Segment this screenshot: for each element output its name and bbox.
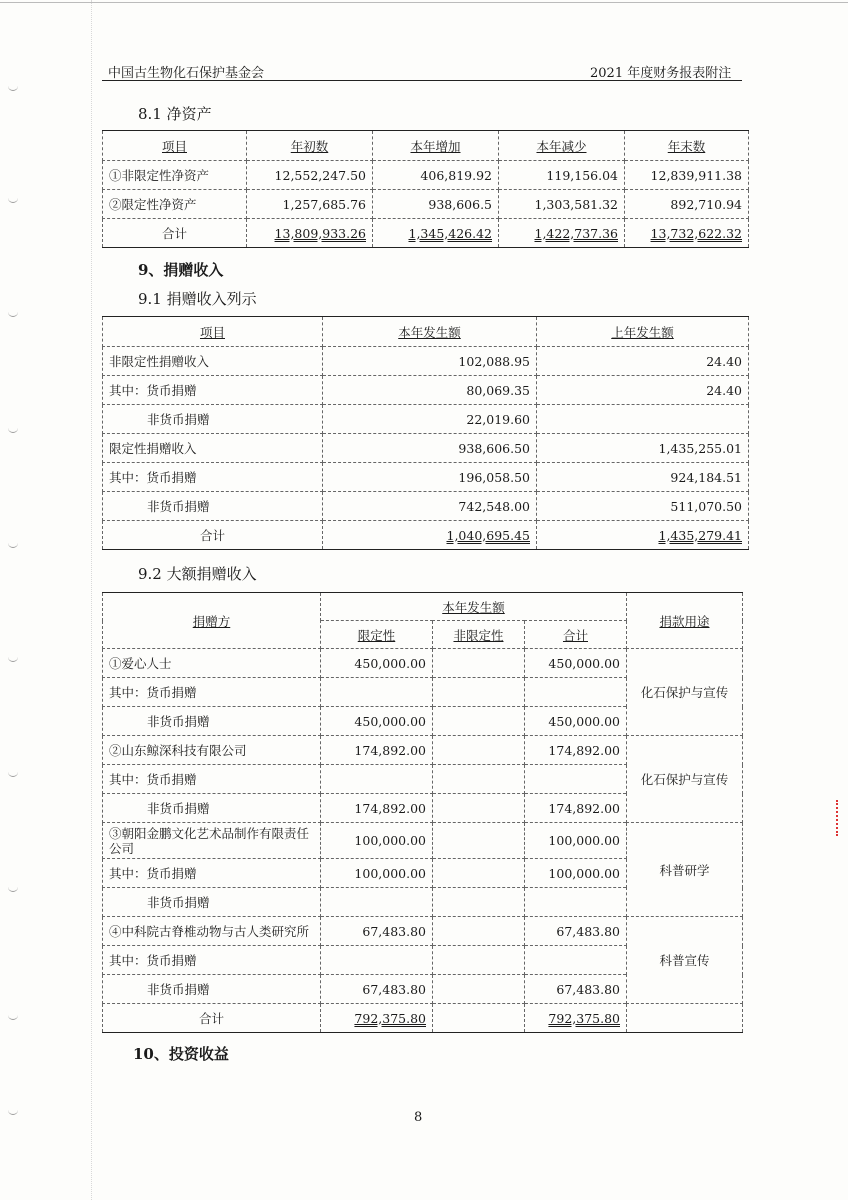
table-row <box>103 917 743 946</box>
punch-mark <box>8 312 18 317</box>
col-header-current: 本年发生额 <box>321 593 627 621</box>
cell-value: 892,710.94 <box>625 190 749 219</box>
cell-value <box>433 1004 525 1033</box>
cell-value: 450,000.00 <box>321 707 433 736</box>
table-row <box>103 823 743 859</box>
cell-value: 100,000.00 <box>321 823 433 859</box>
table-row <box>103 434 749 463</box>
cell-value <box>433 678 525 707</box>
cell-value <box>433 794 525 823</box>
cell-value: 67,483.80 <box>321 975 433 1004</box>
punch-mark <box>8 198 18 203</box>
page-number: 8 <box>414 1110 423 1125</box>
row-label: 非限定性捐赠收入 <box>103 347 323 376</box>
cell-value: 924,184.51 <box>537 463 749 492</box>
cell-value: 792,375.80 <box>525 1004 627 1033</box>
row-label: 非货币捐赠 <box>103 405 323 434</box>
cell-value <box>433 888 525 917</box>
table-header-row <box>103 131 749 161</box>
total-row <box>103 1004 743 1033</box>
header-rule <box>102 80 742 81</box>
row-label: 其中：货币捐赠 <box>103 765 321 794</box>
cell-value: 1,435,279.41 <box>537 521 749 550</box>
cell-value: 1,257,685.76 <box>247 190 373 219</box>
row-label: 合计 <box>103 521 323 550</box>
row-label: 合计 <box>103 219 247 248</box>
section-10-title: 10、投资收益 <box>133 1045 229 1063</box>
donor-name: ③朝阳金鹏文化艺术品制作有限责任公司 <box>103 823 321 859</box>
punch-mark <box>8 772 18 777</box>
cell-value <box>525 678 627 707</box>
punch-mark <box>8 657 18 662</box>
table-row <box>103 347 749 376</box>
cell-value: 1,345,426.42 <box>373 219 499 248</box>
punch-mark <box>8 543 18 548</box>
cell-value: 742,548.00 <box>323 492 537 521</box>
cell-value <box>433 859 525 888</box>
row-label: 非货币捐赠 <box>103 707 321 736</box>
cell-value <box>525 888 627 917</box>
cell-value: 13,809,933.26 <box>247 219 373 248</box>
col-header: 项目 <box>103 131 247 161</box>
cell-value: 24.40 <box>537 376 749 405</box>
cell-value: 1,303,581.32 <box>499 190 625 219</box>
purpose-cell: 科普宣传 <box>627 917 743 1004</box>
cell-value: 174,892.00 <box>525 736 627 765</box>
table-row <box>103 492 749 521</box>
cell-value: 24.40 <box>537 347 749 376</box>
col-header: 年末数 <box>625 131 749 161</box>
donor-name: ②山东鲸深科技有限公司 <box>103 736 321 765</box>
cell-value: 12,839,911.38 <box>625 161 749 190</box>
punch-mark <box>8 1015 18 1020</box>
row-label: 其中：货币捐赠 <box>103 376 323 405</box>
table-header-row <box>103 593 743 621</box>
table-row <box>103 190 749 219</box>
table-row <box>103 405 749 434</box>
row-label: 非货币捐赠 <box>103 492 323 521</box>
cell-value: 1,435,255.01 <box>537 434 749 463</box>
punch-mark <box>8 1110 18 1115</box>
row-label: 非货币捐赠 <box>103 975 321 1004</box>
row-label: 限定性捐赠收入 <box>103 434 323 463</box>
donation-income-table <box>102 316 749 550</box>
col-header: 年初数 <box>247 131 373 161</box>
cell-value: 938,606.5 <box>373 190 499 219</box>
cell-value: 13,732,622.32 <box>625 219 749 248</box>
table-row <box>103 736 743 765</box>
row-label: ②限定性净资产 <box>103 190 247 219</box>
table-header-row <box>103 317 749 347</box>
purpose-cell: 化石保护与宣传 <box>627 736 743 823</box>
section-8-1-title: 8.1 净资产 <box>138 105 212 123</box>
cell-value: 67,483.80 <box>321 917 433 946</box>
cell-value: 100,000.00 <box>321 859 433 888</box>
cell-value: 12,552,247.50 <box>247 161 373 190</box>
cell-value: 174,892.00 <box>525 794 627 823</box>
col-header: 项目 <box>103 317 323 347</box>
cell-value: 406,819.92 <box>373 161 499 190</box>
cell-value <box>321 765 433 794</box>
cell-value: 450,000.00 <box>321 649 433 678</box>
table-row <box>103 463 749 492</box>
row-label: 非货币捐赠 <box>103 794 321 823</box>
row-label: ①非限定性净资产 <box>103 161 247 190</box>
section-9-title: 9、捐赠收入 <box>138 261 224 279</box>
report-title: 2021 年度财务报表附注 <box>590 66 732 81</box>
org-name: 中国古生物化石保护基金会 <box>108 66 265 81</box>
cell-value: 80,069.35 <box>323 376 537 405</box>
punch-mark <box>8 86 18 91</box>
col-header-total: 合计 <box>525 621 627 649</box>
col-header-purpose: 捐款用途 <box>627 593 743 649</box>
cell-value: 196,058.50 <box>323 463 537 492</box>
col-header: 本年增加 <box>373 131 499 161</box>
col-header-unrestricted: 非限定性 <box>433 621 525 649</box>
col-header: 本年发生额 <box>323 317 537 347</box>
total-row <box>103 219 749 248</box>
top-edge-line <box>0 2 848 3</box>
cell-value: 174,892.00 <box>321 736 433 765</box>
cell-value: 792,375.80 <box>321 1004 433 1033</box>
purpose-cell: 化石保护与宣传 <box>627 649 743 736</box>
cell-value <box>433 975 525 1004</box>
cell-value <box>525 946 627 975</box>
cell-value: 1,040,695.45 <box>323 521 537 550</box>
cell-value <box>525 765 627 794</box>
col-header: 上年发生额 <box>537 317 749 347</box>
cell-value: 100,000.00 <box>525 823 627 859</box>
cell-value <box>433 765 525 794</box>
total-row <box>103 521 749 550</box>
cell-value: 67,483.80 <box>525 975 627 1004</box>
donor-name: ①爱心人士 <box>103 649 321 678</box>
cell-value: 22,019.60 <box>323 405 537 434</box>
table-row <box>103 376 749 405</box>
cell-value: 938,606.50 <box>323 434 537 463</box>
row-label: 其中：货币捐赠 <box>103 859 321 888</box>
row-label: 合计 <box>103 1004 321 1033</box>
net-assets-table <box>102 130 749 248</box>
donor-name: ④中科院古脊椎动物与古人类研究所 <box>103 917 321 946</box>
cell-value <box>627 1004 743 1033</box>
row-label: 其中：货币捐赠 <box>103 946 321 975</box>
cell-value: 119,156.04 <box>499 161 625 190</box>
cell-value <box>433 917 525 946</box>
cell-value <box>537 405 749 434</box>
table-row <box>103 649 743 678</box>
col-header-donor: 捐赠方 <box>103 593 321 649</box>
section-9-1-title: 9.1 捐赠收入列示 <box>138 290 257 308</box>
cell-value: 450,000.00 <box>525 649 627 678</box>
row-label: 非货币捐赠 <box>103 888 321 917</box>
row-label: 其中：货币捐赠 <box>103 463 323 492</box>
red-mark <box>836 800 840 836</box>
cell-value: 511,070.50 <box>537 492 749 521</box>
major-donations-table <box>102 592 743 1033</box>
cell-value: 174,892.00 <box>321 794 433 823</box>
col-header-restricted: 限定性 <box>321 621 433 649</box>
cell-value: 450,000.00 <box>525 707 627 736</box>
table-row <box>103 161 749 190</box>
cell-value <box>321 888 433 917</box>
cell-value: 67,483.80 <box>525 917 627 946</box>
cell-value <box>433 649 525 678</box>
row-label: 其中：货币捐赠 <box>103 678 321 707</box>
cell-value: 1,422,737.36 <box>499 219 625 248</box>
cell-value <box>433 946 525 975</box>
cell-value <box>433 707 525 736</box>
cell-value <box>433 823 525 859</box>
cell-value <box>433 736 525 765</box>
cell-value: 102,088.95 <box>323 347 537 376</box>
punch-mark <box>8 428 18 433</box>
punch-mark <box>8 887 18 892</box>
col-header: 本年减少 <box>499 131 625 161</box>
section-9-2-title: 9.2 大额捐赠收入 <box>138 565 257 583</box>
margin-guide <box>91 0 92 1200</box>
cell-value <box>321 946 433 975</box>
cell-value <box>321 678 433 707</box>
cell-value: 100,000.00 <box>525 859 627 888</box>
purpose-cell: 科普研学 <box>627 823 743 917</box>
